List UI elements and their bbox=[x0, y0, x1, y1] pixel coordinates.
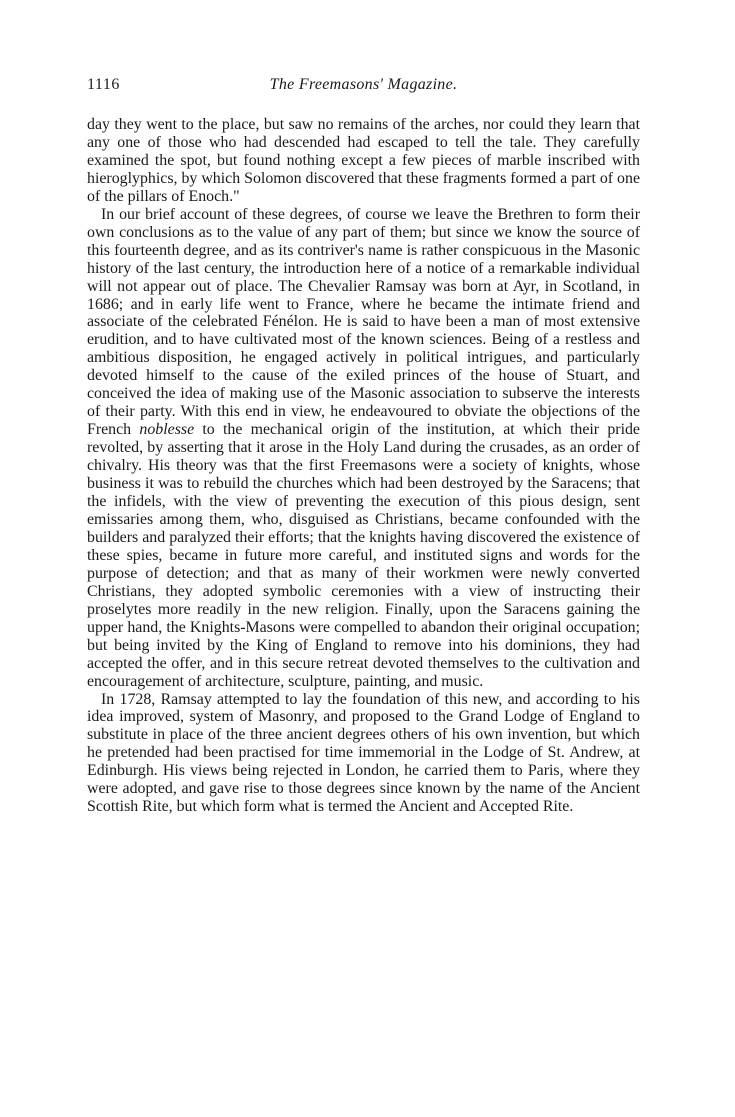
article-body bbox=[87, 116, 640, 816]
paragraph-text-after-italic: to the mechanical origin of the institution, at which their pride revolted, by asserting that it arose in the Holy Land during the crusades, as an order of chivalry. His theory was that the first Freemasons were a society of knights, whose business it was to rebuild the churches which had been destroyed by the Saracens; that the infidels, with the view of preventing the execution of this pious design, sent emissaries among them, who, disguised as Christians, became confounded with the builders and paralyzed their efforts; that the knights having discovered the existence of these spies, became in future more careful, and instituted signs and words for the purpose of detection; and that as many of their workmen were newly converted Christians, they adopted symbolic ceremonies with a view of instructing their proselytes more readily in the new religion. Finally, upon the Saracens gaining the upper hand, the Knights-Masons were compelled to abandon their original occupation; but being invited by the King of England to remove into his dominions, they had accepted the offer, and in this secure retreat devoted themselves to the cultivation and encouragement of architecture, sculpture, painting, and music. bbox=[87, 421, 640, 690]
paragraph-text-before-italic: In our brief account of these degrees, of course we leave the Brethren to form their own conclusions as to the value of any part of them; but since we know the source of this fourteenth degree, and as its contriver's name is rather conspicuous in the Masonic history of the last century, the introduction here of a notice of a remarkable individual will not appear out of place. The Chevalier Ramsay was born at Ayr, in Scotland, in 1686; and in early life went to France, where he became the intimate friend and associate of the celebrated Fénélon. He is said to have been a man of most extensive erudition, and to have cultivated most of the known sciences. Being of a restless and ambitious disposition, he engaged actively in political intrigues, and particularly devoted himself to the cause of the exiled princes of the house of Stuart, and conceived the idea of making use of the Masonic association to subserve the interests of their party. With this end in view, he endeavoured to obviate the objections of the French bbox=[87, 205, 640, 439]
paragraph-continuation: day they went to the place, but saw no remains of the arches, nor could they learn that any one of those who had descended had escaped to tell the tale. They carefully examined the spot, but found nothing except a few pieces of marble inscribed with hieroglyphics, by which Solomon discovered that these fragments formed a part of one of the pillars of Enoch." bbox=[87, 116, 640, 205]
italic-term: noblesse bbox=[139, 421, 195, 439]
paragraph-ramsay-1728: In 1728, Ramsay attempted to lay the foundation of this new, and according to his idea improved, system of Masonry, and proposed to the Grand Lodge of England to substitute in place of the three ancient degrees others of his own invention, but which he pretended had been practised for time immemorial in the Lodge of St. Andrew, at Edinburgh. His views being rejected in London, he carried them to Paris, where they were adopted, and gave rise to those degrees since known by the name of the Ancient Scottish Rite, but which form what is termed the Ancient and Accepted Rite. bbox=[87, 690, 640, 816]
page-header bbox=[87, 76, 640, 102]
running-title: The Freemasons' Magazine. bbox=[269, 76, 458, 93]
magazine-page bbox=[87, 76, 640, 816]
page-number: 1116 bbox=[87, 76, 120, 93]
paragraph-ramsay-biography bbox=[87, 206, 640, 691]
